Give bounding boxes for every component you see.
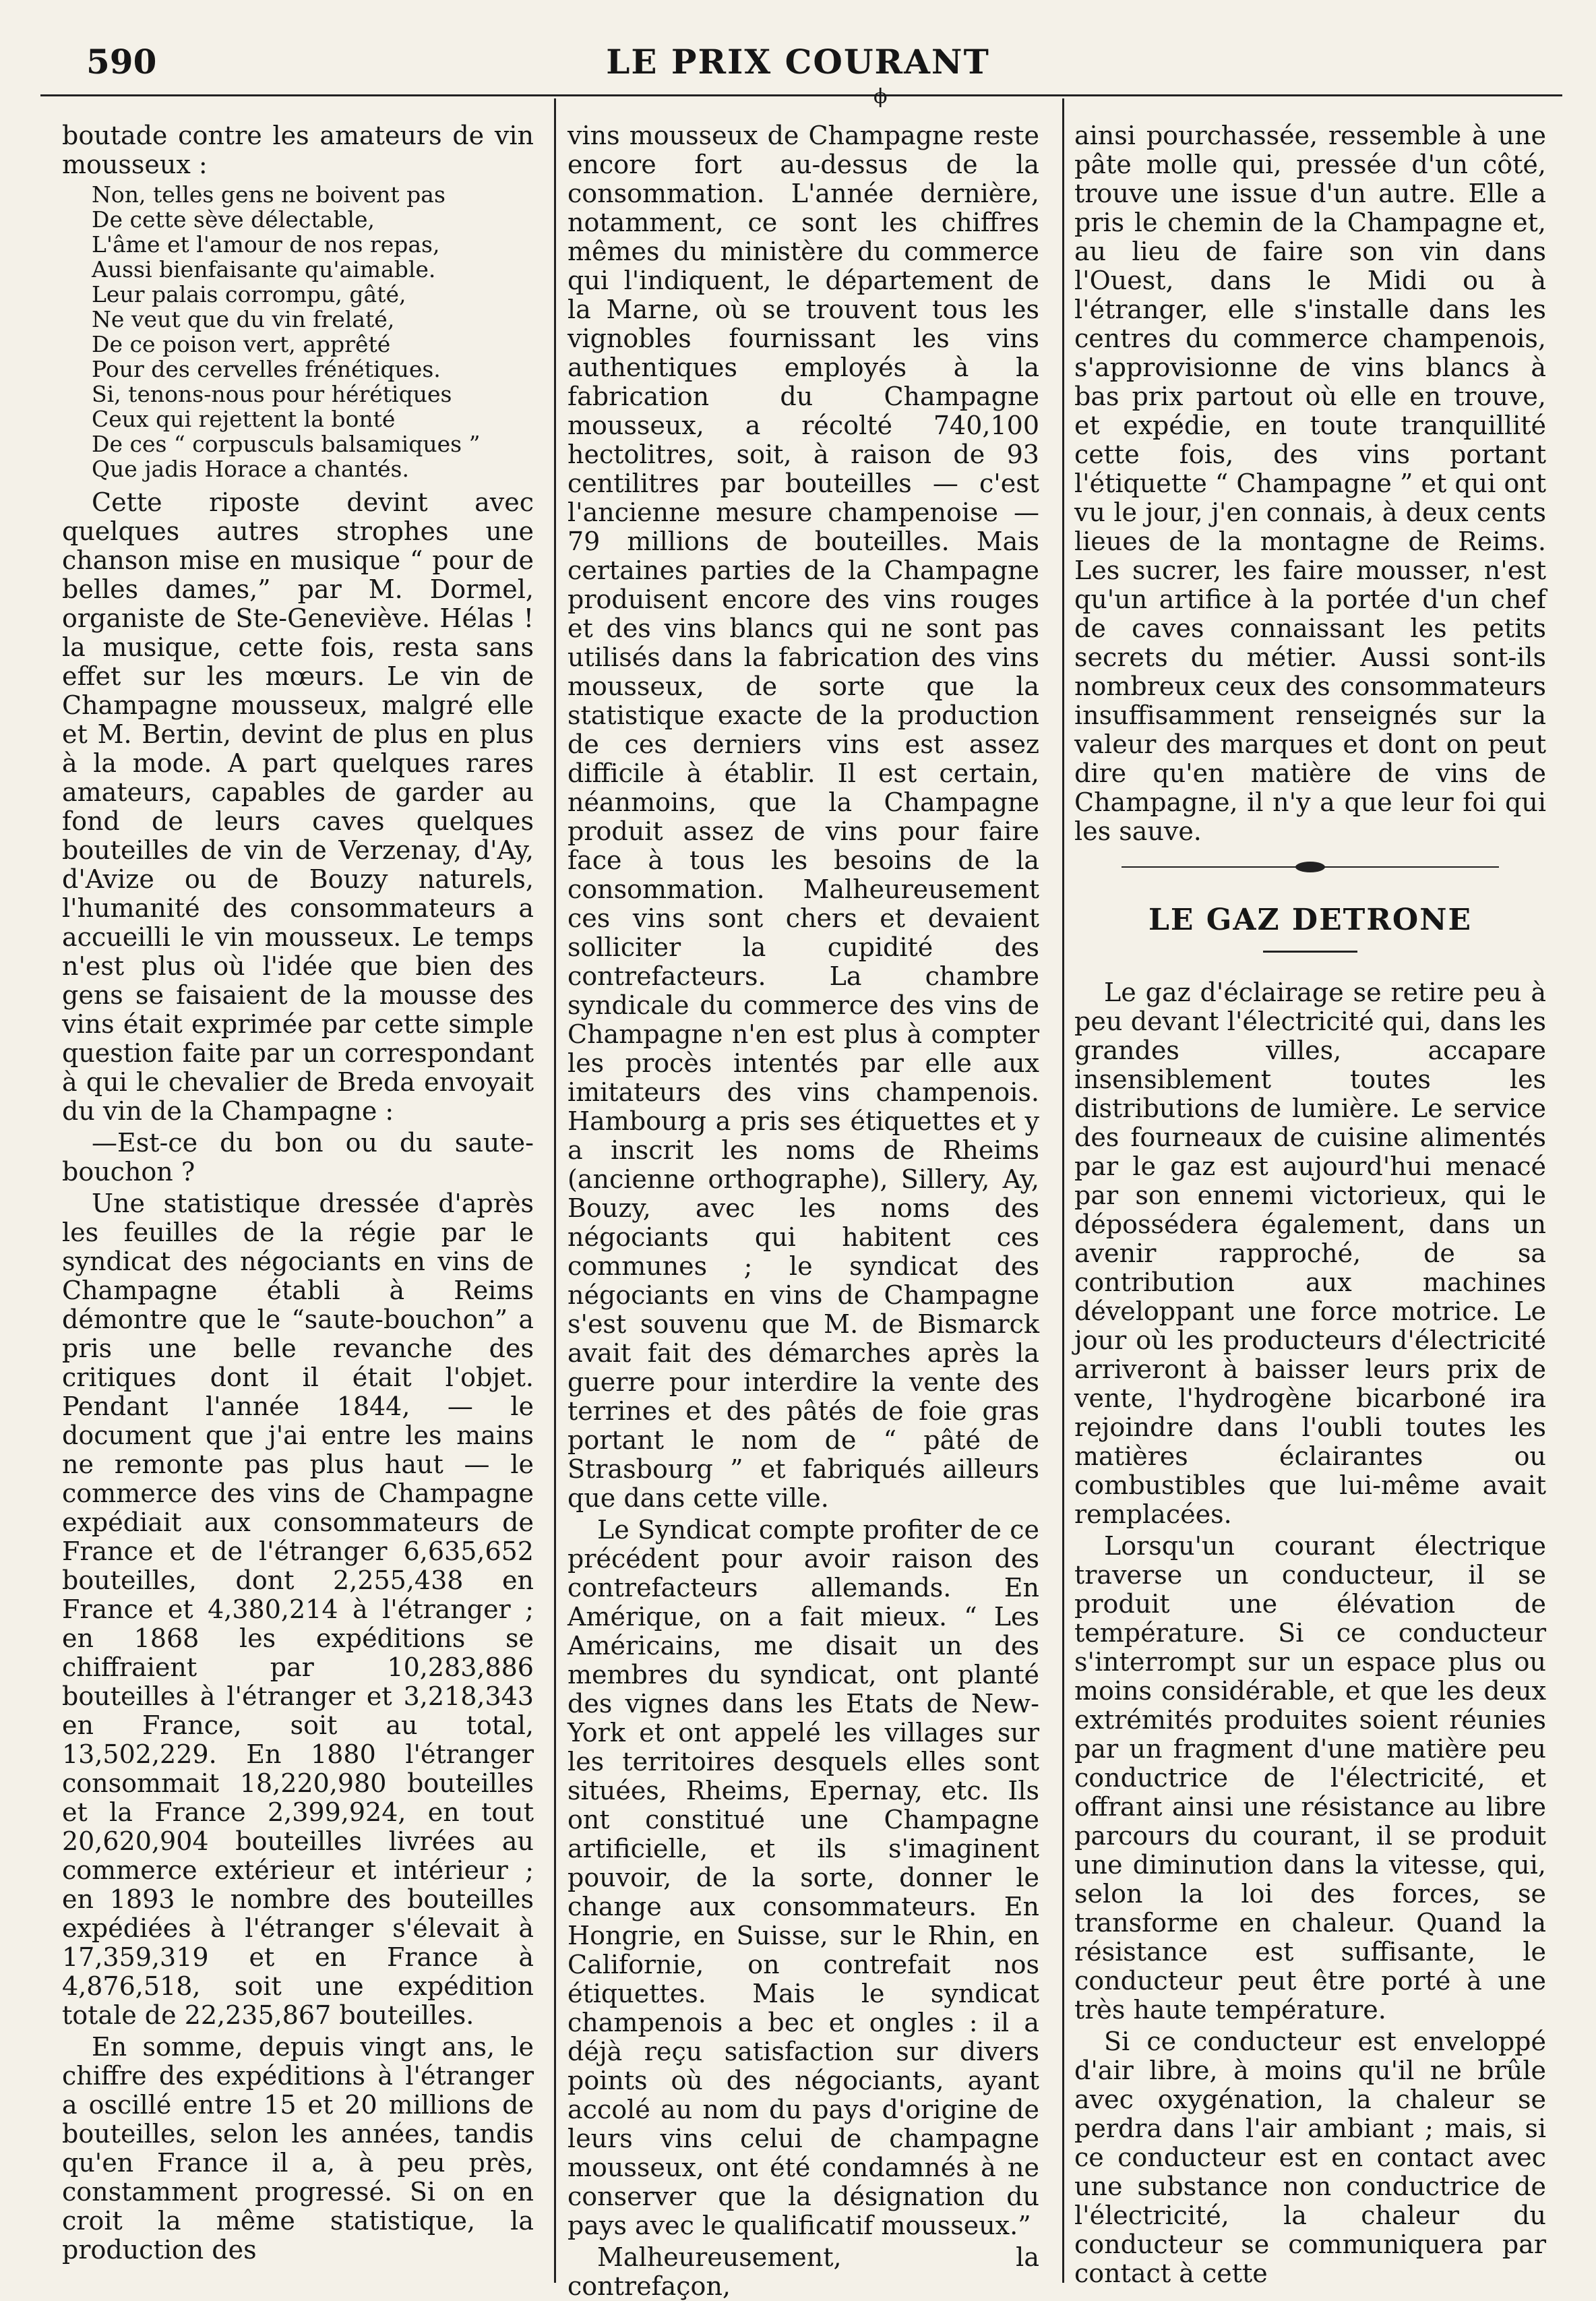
paragraph: vins mousseux de Champagne reste encore fort au-dessus de la consommation. L'année dernière, notamment, ce sont les chiffres mêmes du ministère du commerce qui l'indiquent, le département de la Marne, où se trouvent tous les vignobles fournissant les vins authentiques employés à la fabrication du Champagne mousseux, a récolté 740,100 hectolitres, soit, à raison de 93 centilitres par bouteilles — c'est l'ancienne mesure champenoise — 79 millions de bouteilles. Mais certaines parties de la Champagne produisent encore des vins rouges et des vins blancs qui ne sont pas utilisés dans la fabrication des vins mousseux, de sorte que la statistique exacte de la production de ces derniers vins est assez difficile à établir. Il est certain, néanmoins, que la Champagne produit assez de vins pour faire face à tous les besoins de la consommation. Malheureusement ces vins sont chers et devaient solliciter la cupidité des contrefacteurs. La chambre syndicale du commerce des vins de Champagne n'en est plus à compter les procès intentés par elle aux imitateurs des vins champenois. Hambourg a pris ses étiquettes et y a inscrit les noms de Rheims (ancienne orthographe), Sillery, Ay, Bouzy, avec les noms des négociants qui habitent ces communes ; le syndicat des négociants en vins de Champagne s'est souvenu que M. de Bismarck avait fait des démarches après la guerre pour interdire la vente des terrines et des pâtés de foie gras portant le nom de “ pâté de Strasbourg ” et fabriqués ailleurs que dans cette ville. (567, 121, 1039, 1513)
paragraph: Une statistique dressée d'après les feuilles de la régie par le syndicat des négociants en vins de Champagne établi à Reims démontre que le “saute-bouchon” a pris une belle revanche des critiques dont il était l'objet. Pendant l'année 1844, — le document que j'ai entre les mains ne remonte pas plus haut — le commerce des vins de Champagne expédiait aux consommateurs de France et de l'étranger 6,635,652 bouteilles, dont 2,255,438 en France et 4,380,214 à l'étranger ; en 1868 les expéditions se chiffraient par 10,283,886 bouteilles à l'étranger et 3,218,343 en France, soit au total, 13,502,229. En 1880 l'étranger consommait 18,220,980 bouteilles et la France 2,399,924, en tout 20,620,904 bouteilles livrées au commerce extérieur et intérieur ; en 1893 le nombre des bouteilles expédiées à l'étranger s'élevait à 17,359,319 et en France à 4,876,518, soit une expédition totale de 22,235,867 bouteilles. (62, 1189, 534, 2030)
right-column (1074, 121, 1546, 2288)
middle-column (567, 121, 1039, 2301)
section-divider (1074, 857, 1546, 877)
header-rule (40, 94, 1562, 96)
paragraph: Cette riposte devint avec quelques autres strophes une chanson mise en musique “ pour de belles dames,” par M. Dormel, organiste de Ste-Geneviève. Hélas ! la musique, cette fois, resta sans effet sur les mœurs. Le vin de Champagne mousseux, malgré elle et M. Bertin, devint de plus en plus à la mode. A part quelques rares amateurs, capables de garder au fond de leurs caves quelques bouteilles de vin de Verzenay, d'Ay, d'Avize ou de Bouzy naturels, l'humanité des consommateurs a accueilli le vin mousseux. Le temps n'est plus où l'idée que bien des gens se faisaient de la mousse des vins était exprimée par cette simple question faite par un correspondant à qui le chevalier de Breda envoyait du vin de la Champagne : (62, 487, 534, 1126)
paragraph: Si ce conducteur est enveloppé d'air libre, à moins qu'il ne brûle avec oxygénation, la chaleur se perdra dans l'air ambiant ; mais, si ce conducteur est en contact avec une substance non conductrice de l'électricité, la chaleur du conducteur se communiquera par contact à cette (1074, 2027, 1546, 2288)
paragraph: En somme, depuis vingt ans, le chiffre des expéditions à l'étranger a oscillé entre 15 et 20 millions de bouteilles, selon les années, tandis qu'en France il a, à peu près, constamment progressé. Si on en croit la même statistique, la production des (62, 2032, 534, 2265)
paragraph: Lorsqu'un courant électrique traverse un conducteur, il se produit une élévation de température. Si ce conducteur s'interrompt sur un espace plus ou moins considérable, et que les deux extrémités produites soient réunies par un fragment d'une matière peu conductrice de l'électricité, et offrant ainsi une résistance au libre parcours du courant, il se produit une diminution dans la vitesse, qui, selon la loi des forces, se transforme en chaleur. Quand la résistance est suffisante, le conducteur peut être porté à une très haute température. (1074, 1531, 1546, 2025)
column-rule-left (554, 98, 556, 2283)
paragraph: ainsi pourchassée, ressemble à une pâte molle qui, pressée d'un côté, trouve une issue d'un autre. Elle a pris le chemin de la Champagne et, au lieu de faire son vin dans l'Ouest, dans le Midi ou à l'étranger, elle s'installe dans les centres du commerce champenois, s'approvisionne de vins blancs à bas prix partout où elle en trouve, et expédie, en toute tranquillité cette fois, des vins portant l'étiquette “ Champagne ” et qui ont vu le jour, j'en connais, à deux cents lieues de la montagne de Reims. Les sucrer, les faire mousser, n'est qu'un artifice à la portée d'un chef de caves connaissant les petits secrets du métier. Aussi sont-ils nombreux ceux des consommateurs insuffisamment renseignés sur la valeur des marques et dont on peut dire qu'en matière de vins de Champagne, il n'y a que leur foi qui les sauve. (1074, 121, 1546, 846)
title-rule (1263, 951, 1357, 953)
paragraph: Le Syndicat compte profiter de ce précédent pour avoir raison des contrefacteurs allemands. En Amérique, on a fait mieux. “ Les Américains, me disait un des membres du syndicat, ont planté des vignes dans les Etats de New-York et ont appelé les villages sur les territoires desquels elles sont situées, Rheims, Epernay, etc. Ils ont constitué une Champagne artificielle, et ils s'imaginent pouvoir, de la sorte, donner le change aux consommateurs. En Hongrie, en Suisse, sur le Rhin, en Californie, on contrefait nos étiquettes. Mais le syndicat champenois a bec et ongles : il a déjà reçu satisfaction sur divers points où des négociants, ayant accolé au nom du pays d'origine de leurs vins celui de champagne mousseux, ont été condamnés à ne conserver que la désignation du pays avec le qualificatif mousseux.” (567, 1515, 1039, 2240)
page-number: 590 (86, 42, 157, 82)
header-ornament: ϕ (873, 85, 888, 109)
article-title: LE GAZ DETRONE (1148, 903, 1473, 937)
verse-quote: Non, telles gens ne boivent pas De cette sève délectable, L'âme et l'amour de nos repas, Aussi bienfaisante qu'aimable. Leur palais corrompu, gâté, Ne veut que du vin frelaté, De ce poison vert, apprêté Pour des cervelles frénétiques. Si, tenons-nous pour hérétiques Ceux qui rejettent la bonté De ces “ corpusculs balsamiques ” Que jadis Horace a chantés. (92, 181, 481, 482)
divider-ornament (1295, 862, 1325, 872)
paragraph: Malheureusement, la contrefaçon, (567, 2242, 1039, 2301)
page-header (0, 0, 1596, 88)
column-rule-right (1062, 98, 1064, 2283)
paragraph: Le gaz d'éclairage se retire peu à peu devant l'électricité qui, dans les grandes villes, accapare insensiblement toutes les distributions de lumière. Le service des fourneaux de cuisine alimentés par le gaz est aujourd'hui menacé par son ennemi victorieux, qui le dépossédera également, dans un avenir rapproché, de sa contribution aux machines développant une force motrice. Le jour où les producteurs d'électricité arriveront à baisser leurs prix de vente, l'hydrogène bicarboné ira rejoindre dans l'oubli toutes les matières éclairantes ou combustibles que lui-même avait remplacées. (1074, 978, 1546, 1529)
left-column (62, 121, 534, 2285)
paragraph: —Est-ce du bon ou du saute-bouchon ? (62, 1128, 534, 1187)
paragraph: boutade contre les amateurs de vin mousseux : (62, 121, 534, 179)
running-head: LE PRIX COURANT (606, 42, 990, 82)
